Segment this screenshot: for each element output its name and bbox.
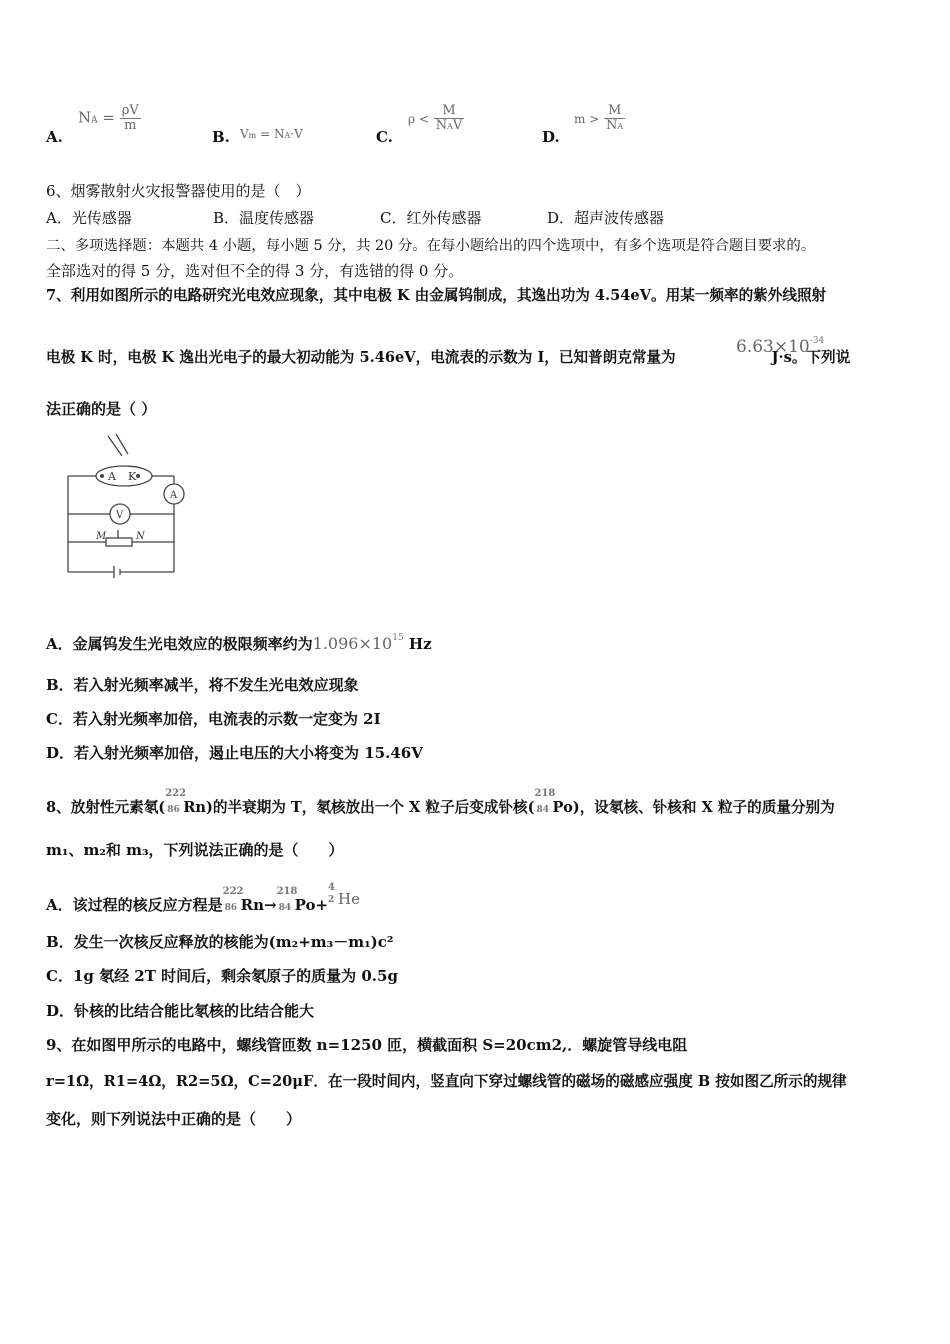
- b-sub2: A: [284, 131, 291, 140]
- q8-option-c: C．1g 氡经 2T 时间后，剩余氡原子的质量为 0.5g: [46, 967, 398, 985]
- q7-line2-post: J·s。下列说: [771, 349, 851, 366]
- a-den: m: [124, 118, 137, 133]
- d-den-sub: A: [617, 122, 624, 131]
- po-atomic: 84: [536, 805, 550, 815]
- po-isotope: [534, 788, 556, 818]
- q9-line3: 变化，则下列说法中正确的是（ ）: [46, 1110, 302, 1128]
- d-den-n: N: [606, 118, 618, 133]
- q5-option-a-label: A.: [46, 128, 63, 146]
- q8-a-po-iso: [276, 886, 298, 916]
- b-expr: V: [240, 127, 249, 141]
- rn-isotope: [165, 788, 187, 818]
- phototube: [96, 466, 152, 486]
- q7-line3: 法正确的是（ ）: [46, 400, 157, 418]
- q7-option-a: [46, 628, 432, 654]
- d-num: M: [604, 104, 625, 119]
- q8-option-d: D．钋核的比结合能比氡核的比结合能大: [46, 1002, 315, 1020]
- d-lhs: m >: [574, 112, 600, 126]
- q6-option-a: A．光传感器: [46, 209, 132, 227]
- q8-line1: [46, 788, 835, 818]
- q5-option-c-label: C.: [376, 128, 393, 146]
- c-num: M: [434, 104, 465, 119]
- c-den: [434, 119, 465, 134]
- label-ammeter: A: [170, 490, 178, 501]
- light-ray-1: [108, 436, 122, 456]
- q7-option-b: B．若入射光频率减半，将不发生光电效应现象: [46, 676, 359, 694]
- d-fraction: [604, 104, 625, 134]
- q5-option-c-formula: [408, 104, 464, 134]
- q5-option-d-label: D.: [542, 128, 560, 146]
- q8-a-rn-iso: [222, 886, 244, 916]
- planck-base: 6.63×10: [736, 337, 810, 357]
- q7-option-c: C．若入射光频率加倍，电流表的示数一定变为 2I: [46, 710, 381, 728]
- d-den: [604, 119, 625, 134]
- he-symbol: He: [338, 890, 361, 908]
- label-a: A: [108, 470, 116, 483]
- q8-a-rn-atomic: 86: [224, 903, 238, 913]
- q8-option-a: [46, 882, 361, 916]
- q6-option-d: D．超声波传感器: [547, 209, 665, 227]
- q8-l1-b: Rn)的半衰期为 T，氡核放出一个 X 粒子后变成钋核(: [183, 799, 535, 816]
- q7-a-base: 1.096×10: [312, 634, 393, 653]
- q8-a-po: Po+: [294, 896, 329, 914]
- q6-stem: 6、烟雾散射火灾报警器使用的是（ ）: [46, 182, 311, 200]
- c-lhs: ρ <: [408, 112, 429, 126]
- b-rest: = N: [260, 127, 285, 141]
- a-eq: =: [102, 108, 115, 127]
- rn-atomic: 86: [167, 805, 180, 815]
- label-n: N: [136, 531, 145, 542]
- section2-line2: 全部选对的得 5 分，选对但不全的得 3 分，有选错的得 0 分。: [46, 262, 464, 280]
- q8-a-po-atomic: 84: [278, 903, 292, 913]
- q6-option-c: C．红外传感器: [380, 209, 482, 227]
- q9-line2: r=1Ω，R1=4Ω，R2=5Ω，C=20μF．在一段时间内，竖直向下穿过螺线管的磁场的磁感应强度 B 按如图乙所示的规律: [46, 1073, 847, 1090]
- q7-a-exp: 15: [392, 633, 404, 643]
- a-num: ρV: [121, 103, 139, 118]
- po-mass: 218: [534, 788, 556, 799]
- q8-a-rn: Rn→: [240, 896, 277, 914]
- c-den-sub: A: [447, 122, 453, 131]
- rn-mass: 222: [165, 788, 187, 799]
- q7-a-unit: Hz: [408, 635, 432, 653]
- q7-circuit-figure: [56, 432, 196, 582]
- q9-line1: 9、在如图甲所示的电路中，螺线管匝数 n=1250 匝，横截面积 S=20cm2,．螺旋管导线电阻: [46, 1036, 688, 1054]
- section2-line1: 二、多项选择题：本题共 4 小题，每小题 5 分，共 20 分。在每小题给出的四个选项中，有多个选项是符合题目要求的。: [46, 238, 816, 254]
- he-atomic: 2: [328, 895, 335, 905]
- q8-line2: m₁、m₂和 m₃，下列说法正确的是（ ）: [46, 841, 344, 859]
- c-fraction: [434, 104, 465, 134]
- q8-a-pre: A．该过程的核反应方程是: [46, 896, 223, 914]
- q5-option-a-formula: [78, 104, 141, 133]
- q7-line2-pre: 电极 K 时，电极 K 逸出光电子的最大初动能为 5.46eV，电流表的示数为 I，已知普朗克常量为: [46, 349, 676, 366]
- he-isotope: [328, 882, 338, 916]
- c-den-tail: V: [452, 118, 463, 133]
- q5-option-b-label: B.: [212, 128, 230, 146]
- planck-exp: -34: [809, 336, 825, 346]
- he-mass: 4: [328, 882, 336, 893]
- a-lhs: N: [78, 108, 92, 127]
- label-k: K: [128, 470, 137, 483]
- q7-a-value: [313, 634, 404, 653]
- q8-l1-a: 8、放射性元素氡(: [46, 799, 166, 816]
- q7-planck-constant: [736, 336, 824, 357]
- q5-option-b-formula: [240, 127, 303, 141]
- rheostat: [106, 538, 132, 546]
- q8-l1-c: Po)，设氡核、钋核和 X 粒子的质量分别为: [552, 799, 835, 816]
- q7-line2: [46, 348, 850, 368]
- q6-option-b: B．温度传感器: [213, 209, 315, 227]
- q5-option-d-formula: [574, 104, 625, 134]
- label-voltmeter: V: [116, 510, 124, 521]
- a-fraction: [120, 104, 141, 133]
- label-m: M: [96, 531, 107, 542]
- q8-a-rn-mass: 222: [222, 886, 244, 897]
- q7-option-d: D．若入射光频率加倍，遏止电压的大小将变为 15.46V: [46, 744, 423, 762]
- q7-line1: 7、利用如图所示的电路研究光电效应现象，其中电极 K 由金属钨制成，其逸出功为 4.54eV。用某一频率的紫外线照射: [46, 287, 827, 304]
- b-sub: m: [248, 131, 257, 140]
- q8-a-po-mass: 218: [276, 886, 298, 897]
- q8-option-b: B．发生一次核反应释放的核能为(m₂+m₃－m₁)c²: [46, 933, 394, 951]
- a-lhs-sub: A: [91, 115, 98, 126]
- c-den-n: N: [435, 118, 448, 133]
- b-tail: ·V: [290, 127, 303, 141]
- q7-a-pre: A．金属钨发生光电效应的极限频率约为: [46, 635, 313, 653]
